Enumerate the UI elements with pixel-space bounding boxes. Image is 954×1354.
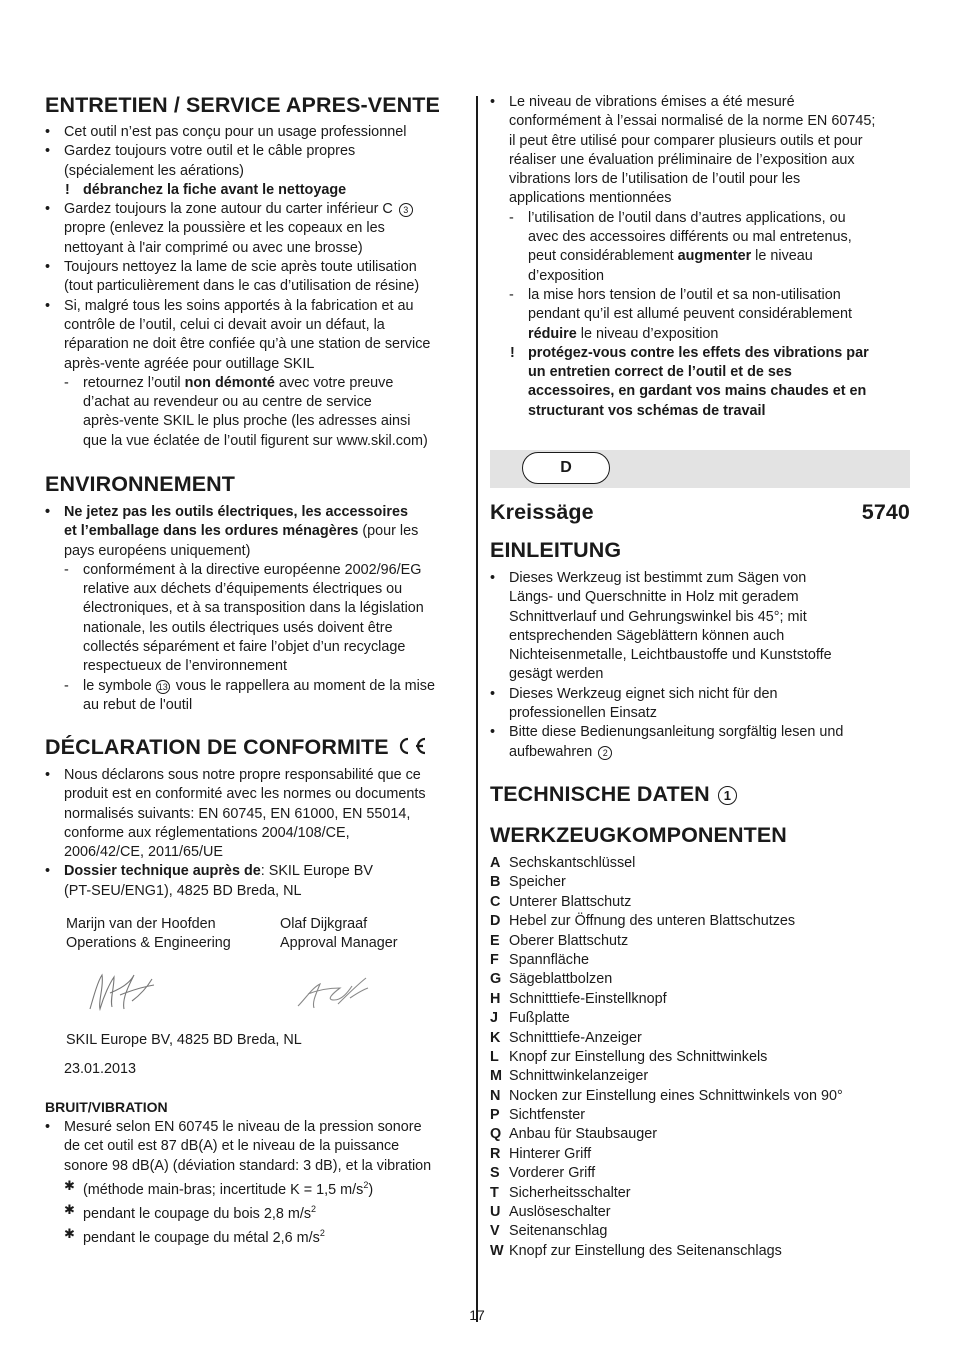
warning-item: ! protégez-vous contre les effets des vibrations par un entretien correct de l’outil et de ses accessoires, en gardant vos mains chaudes et en structurant vos schémas de travail: [490, 344, 910, 421]
component-label: Anbau für Staubsauger: [509, 1126, 658, 1143]
company-address: SKIL Europe BV, 4825 BD Breda, NL: [66, 1032, 302, 1048]
component-key: R: [490, 1145, 501, 1162]
sub-item: - retournez l’outil non démonté avec votre preuve d’achat au revendeur ou au centre de service après-vente SKIL le plus proche (les adresses ainsi que la vue éclatée de l’outil figurent sur www.skil.com): [45, 374, 465, 451]
component-row: [490, 1106, 843, 1125]
component-label: Spannfläche: [509, 951, 590, 968]
model-number: 5740: [861, 500, 910, 524]
vibration-item: ✱ (méthode main-bras; incertitude K = 1,5 $m/s^2$): [64, 1176, 465, 1200]
component-label: Schnitttiefe-Einstellknopf: [509, 990, 667, 1007]
component-key: E: [490, 932, 500, 949]
column-divider: [476, 96, 478, 1322]
einleitung-list: [490, 569, 910, 762]
declaration-list: [45, 766, 465, 901]
component-key: N: [490, 1087, 501, 1104]
heading-technische-daten: TECHNISCHE DATEN 1: [490, 781, 737, 807]
component-key: J: [490, 1010, 499, 1027]
figure-ref-icon: 2: [598, 746, 612, 760]
list-item: • Bitte diese Bedienungsanleitung sorgfältig lesen und aufbewahren 2: [490, 723, 910, 762]
component-key: U: [490, 1204, 501, 1221]
component-row: [490, 1203, 843, 1222]
list-item: • Si, malgré tous les soins apportés à la fabrication et au contrôle de l’outil, celui ci devait avoir un défaut, la réparation ne doit être confiée qu’à une station de service après-vente agréée pour outillage SKIL: [45, 297, 465, 374]
component-row: [490, 893, 843, 912]
component-label: Speicher: [509, 874, 566, 891]
component-label: Schnitttiefe-Anzeiger: [509, 1029, 642, 1046]
heading-einleitung: EINLEITUNG: [490, 538, 622, 562]
signature-2: [294, 970, 374, 1015]
component-row: [490, 1145, 843, 1164]
ce-mark-icon: [395, 735, 429, 761]
component-label: Seitenanschlag: [509, 1223, 608, 1240]
list-item: • Toujours nettoyez la lame de scie après toute utilisation (tout particulièrement dans le cas d’utilisation de résine): [45, 258, 465, 297]
component-label: Auslöseschalter: [509, 1204, 611, 1221]
figure-ref-icon: 1: [718, 786, 737, 805]
signatory-2: Olaf Dijkgraaf Approval Manager: [280, 916, 398, 952]
component-key: G: [490, 971, 502, 988]
sub-item: - la mise hors tension de l’outil et sa non-utilisation pendant qu’il est allumé peuvent considérablement réduire le niveau d’exposition: [490, 286, 910, 344]
vibration-item: ✱ pendant le coupage du métal 2,6 $m/s^2$: [64, 1224, 465, 1248]
language-bar: [490, 450, 910, 488]
figure-ref-icon: 3: [399, 203, 413, 217]
component-label: Oberer Blattschutz: [509, 932, 629, 949]
list-item: • Dieses Werkzeug eignet sich nicht für den professionellen Einsatz: [490, 685, 910, 724]
component-label: Sicherheitsschalter: [509, 1184, 631, 1201]
component-row: [490, 1222, 843, 1241]
signatory-1: Marijn van der Hoofden Operations & Engineering: [66, 916, 231, 952]
list-item: • Cet outil n’est pas conçu pour un usage professionnel: [45, 123, 465, 142]
environnement-list: [45, 503, 465, 715]
component-row: [490, 1029, 843, 1048]
component-key: Q: [490, 1126, 502, 1143]
component-label: Nocken zur Einstellung eines Schnittwinkels von 90°: [509, 1087, 843, 1104]
list-item: • Dossier technique auprès de: SKIL Europe BV (PT-SEU/ENG1), 4825 BD Breda, NL: [45, 862, 465, 901]
component-key: S: [490, 1165, 500, 1182]
component-row: [490, 873, 843, 892]
component-label: Hebel zur Öffnung des unteren Blattschutzes: [509, 913, 796, 930]
component-key: M: [490, 1068, 502, 1085]
component-key: V: [490, 1223, 500, 1240]
list-item: • Mesuré selon EN 60745 le niveau de la pression sonore de cet outil est 87 dB(A) et le niveau de la puissance sonore 98 dB(A) (déviation standard: 3 dB), et la vibration: [45, 1118, 465, 1176]
page-number: 17: [469, 1307, 485, 1323]
component-label: Unterer Blattschutz: [509, 893, 632, 910]
component-label: Fußplatte: [509, 1010, 570, 1027]
component-row: [490, 1125, 843, 1144]
component-key: P: [490, 1107, 500, 1124]
component-row: [490, 912, 843, 931]
component-key: D: [490, 913, 501, 930]
vibration-item: ✱ pendant le coupage du bois 2,8 $m/s^2$: [64, 1200, 465, 1224]
component-label: Vorderer Griff: [509, 1165, 596, 1182]
component-label: Sichtfenster: [509, 1107, 585, 1124]
component-row: [490, 1164, 843, 1183]
heading-werkzeugkomponenten: WERKZEUGKOMPONENTEN: [490, 823, 787, 847]
component-label: Knopf zur Einstellung des Schnittwinkels: [509, 1048, 768, 1065]
vibration-list: [490, 93, 910, 421]
sub-item: - le symbole 13 vous le rappellera au moment de la mise au rebut de l'outil: [45, 677, 465, 716]
component-label: Schnittwinkelanzeiger: [509, 1068, 649, 1085]
signatory-names: [66, 915, 466, 955]
warning-item: ! débranchez la fiche avant le nettoyage: [45, 181, 465, 200]
component-label: Sechskantschlüssel: [509, 855, 636, 871]
component-label: Sägeblattbolzen: [509, 971, 613, 988]
component-row: [490, 1087, 843, 1106]
entretien-list: [45, 123, 465, 451]
component-key: H: [490, 990, 501, 1007]
component-key: A: [490, 855, 501, 871]
component-row: [490, 1048, 843, 1067]
components-list: [490, 854, 843, 1261]
sub-item: - conformément à la directive européenne 2002/96/EG relative aux déchets d’équipements électriques ou électroniques, et à sa transposition dans la législation nationale, les outils électriques usés doivent être collectés séparément et faire l’objet d’un recyclage respectueux de l’environnement: [45, 561, 465, 677]
declaration-date: 23.01.2013: [64, 1061, 137, 1077]
component-row: [490, 970, 843, 989]
component-key: K: [490, 1029, 501, 1046]
list-item: • Dieses Werkzeug ist bestimmt zum Sägen von Längs- und Querschnitte in Holz mit geradem Schnittverlauf und Gehrungswinkel bis 45°; mit entsprechenden Sägeblättern können auch Nichteisenmetalle, Leichtbaustoffe und Kunststoffe gesägt werden: [490, 569, 910, 685]
heading-environnement: ENVIRONNEMENT: [45, 472, 236, 496]
component-row: [490, 990, 843, 1009]
list-item: • Gardez toujours la zone autour du carter inférieur C 3 propre (enlevez la poussière et les copeaux en les nettoyant à l'air comprimé ou avec une brosse): [45, 200, 465, 258]
component-key: T: [490, 1184, 499, 1201]
recycle-symbol-ref-icon: 13: [157, 681, 168, 692]
component-row: [490, 1067, 843, 1086]
list-item: • Gardez toujours votre outil et le câble propres (spécialement les aérations): [45, 142, 465, 181]
component-key: L: [490, 1048, 499, 1065]
signature-1: [84, 965, 164, 1017]
component-key: W: [490, 1242, 504, 1259]
sub-item: - l’utilisation de l’outil dans d’autres applications, ou avec des accessoires différents ou mal entretenus, peut considérablement augmenter le niveau d’exposition: [490, 209, 910, 286]
component-key: F: [490, 951, 499, 968]
component-row: [490, 951, 843, 970]
component-row: [490, 1184, 843, 1203]
component-label: Knopf zur Einstellung des Seitenanschlags: [509, 1242, 782, 1259]
list-item: • Le niveau de vibrations émises a été mesuré conformément à l’essai normalisé de la norme EN 60745; il peut être utilisé pour comparer plusieurs outils et pour réaliser une évaluation préliminaire de l’exposition aux vibrations lors de l’utilisation de l’outil pour les applications mentionnées: [490, 93, 910, 209]
component-label: Hinterer Griff: [509, 1145, 592, 1162]
list-item: • Ne jetez pas les outils électriques, les accessoires et l’emballage dans les ordures ménagères (pour les pays européens uniquement): [45, 503, 465, 561]
heading-declaration: DÉCLARATION DE CONFORMITE: [45, 734, 429, 761]
product-title: Kreissäge: [490, 500, 594, 524]
component-row: [490, 1009, 843, 1028]
component-row: [490, 932, 843, 951]
list-item: • Nous déclarons sous notre propre responsabilité que ce produit est en conformité avec les normes ou documents normalisés suivants: EN 60745, EN 61000, EN 55014, conforme aux réglementations 2004/108/CE, 2006/42/CE, 2011/65/UE: [45, 766, 465, 862]
component-row: [490, 1242, 843, 1261]
component-key: C: [490, 893, 501, 910]
signatories: [66, 915, 466, 1048]
component-row: [490, 854, 843, 873]
bruit-list: [45, 1118, 465, 1248]
component-key: B: [490, 874, 501, 891]
language-tab: D: [522, 452, 610, 484]
heading-entretien: ENTRETIEN / SERVICE APRES-VENTE: [45, 93, 440, 117]
heading-bruit: BRUIT/VIBRATION: [45, 1099, 168, 1115]
